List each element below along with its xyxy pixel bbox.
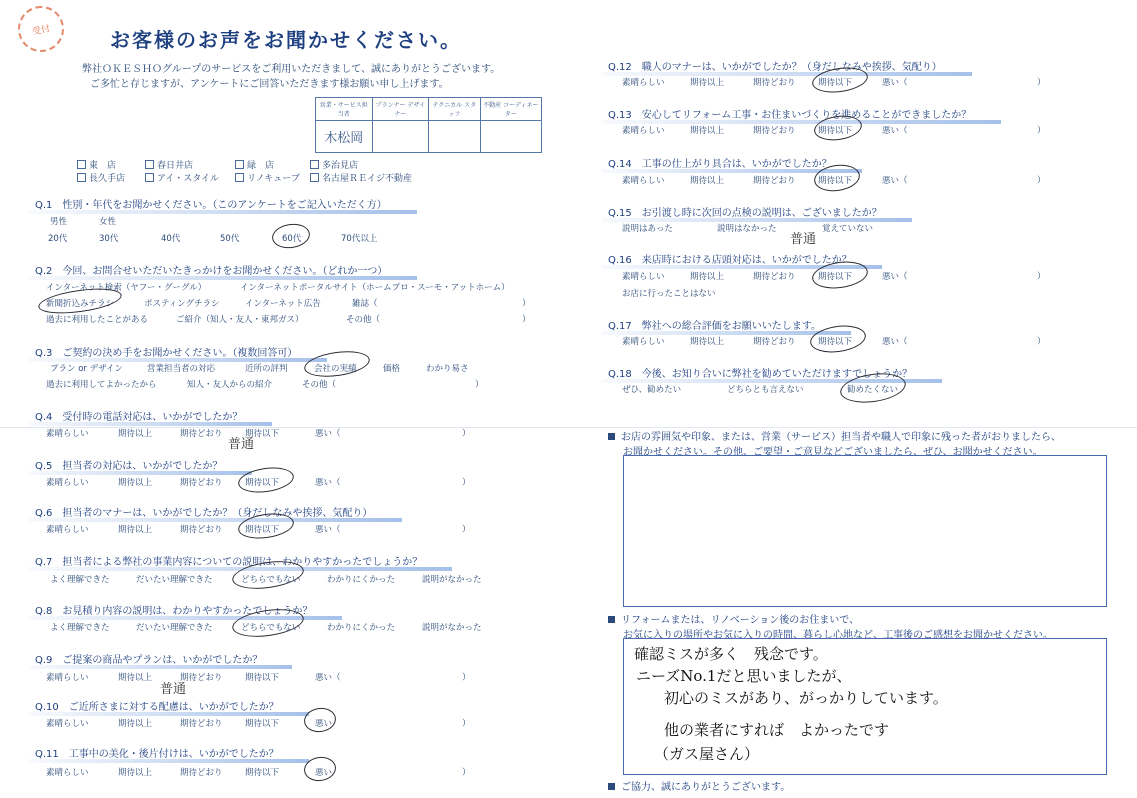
footer-thanks: ご協力、誠にありがとうございます。 (608, 778, 790, 793)
q18-opt-neutral[interactable]: どちらとも言えない (727, 385, 804, 395)
q11-opt-excellent[interactable]: 素晴らしい (46, 768, 89, 778)
q8-opt-unclear[interactable]: わかりにくかった (327, 623, 396, 633)
q5-paren-close: ） (462, 478, 471, 488)
q4-opt-bad[interactable]: 悪い（ (315, 429, 341, 439)
handwritten-note-futsuu: 普通 (160, 682, 187, 697)
store-kasugai[interactable]: 春日井店 (145, 158, 193, 171)
reform-prompt-line-2: お気に入りの場所やお気に入りの時間、暮らし心地など、工事後のご感想をお聞かせください。 (623, 630, 1053, 641)
q17-paren-close: ） (1037, 337, 1046, 347)
handwritten-comment-line: （ガス屋さん） (654, 745, 760, 763)
intro-line-2: ご多忙と存じますが、アンケートにご回答いただきます様お願い申し上げます。 (90, 79, 449, 90)
q3-label: Q.3 ご契約の決め手をお聞かせください。（複数回答可） (35, 344, 297, 359)
impression-comment-box[interactable] (623, 455, 1107, 607)
q11-label: Q.11 工事中の美化・後片付けは、いかがでしたか？ (35, 745, 279, 760)
q9-opt-excellent[interactable]: 素晴らしい (46, 673, 89, 683)
q5-opt-as-expected[interactable]: 期待どおり (180, 478, 223, 488)
q17-label: Q.17 弊社への総合評価をお願いいたします。 (608, 317, 821, 332)
q11-opt-bad[interactable]: 悪い (315, 768, 333, 778)
q11-opt-as-expected[interactable]: 期待どおり (180, 768, 223, 778)
q9-opt-below[interactable]: 期待以下 (245, 673, 280, 683)
q5-opt-below[interactable]: 期待以下 (245, 478, 280, 488)
store-higashi[interactable]: 東 店 (77, 158, 116, 171)
survey-title: お客様のお声をお聞かせください。 (110, 28, 462, 52)
q2-opt-referral[interactable]: ご紹介（知人・友人・東邦ガス） (176, 315, 304, 325)
q13-opt-below[interactable]: 期待以下 (818, 126, 853, 136)
store-nagoya-re[interactable]: 名古屋ＲＥイジ不動産 (310, 171, 412, 184)
q18-opt-yes[interactable]: ぜひ、勧めたい (622, 385, 682, 395)
q17-opt-excellent[interactable]: 素晴らしい (622, 337, 665, 347)
store-i-style[interactable]: アイ・スタイル (145, 171, 219, 184)
q7-opt-well[interactable]: よく理解できた (50, 575, 110, 585)
staff-value-sales: 木松岡 (316, 121, 373, 153)
staff-value-planner (372, 121, 428, 153)
q1-opt-male[interactable]: 男性 (50, 217, 68, 227)
q1-opt-40s[interactable]: 40代 (161, 234, 181, 244)
q1-opt-50s[interactable]: 50代 (220, 234, 240, 244)
checkbox[interactable] (310, 173, 319, 182)
checkbox[interactable] (145, 160, 154, 169)
store-tajimi[interactable]: 多治見店 (310, 158, 358, 171)
q3-paren-close: ） (475, 380, 484, 390)
square-bullet-icon (608, 783, 615, 790)
checkbox[interactable] (145, 173, 154, 182)
q8-opt-none[interactable]: 説明がなかった (422, 623, 482, 633)
square-bullet-icon (608, 433, 615, 440)
q13-opt-excellent[interactable]: 素晴らしい (622, 126, 665, 136)
q8-label: Q.8 お見積り内容の説明は、わかりやすかったでしょうか？ (35, 602, 312, 617)
q15-opt-not-explained[interactable]: 説明はなかった (717, 224, 777, 234)
q12-opt-below[interactable]: 期待以下 (818, 78, 853, 88)
q15-opt-explained[interactable]: 説明はあった (622, 224, 673, 234)
q11-paren-close: ） (462, 768, 471, 778)
checkbox[interactable] (310, 160, 319, 169)
answer-circle (302, 755, 337, 783)
q13-opt-as-expected[interactable]: 期待どおり (753, 126, 796, 136)
checkbox[interactable] (77, 160, 86, 169)
q4-opt-as-expected[interactable]: 期待どおり (180, 429, 223, 439)
q10-opt-as-expected[interactable]: 期待どおり (180, 719, 223, 729)
answer-circle (271, 221, 312, 250)
q15-opt-dont-remember[interactable]: 覚えていない (822, 224, 874, 234)
q2-paren-close: ） (522, 299, 531, 309)
q10-opt-above[interactable]: 期待以上 (118, 719, 153, 729)
q12-label: Q.12 職人のマナーは、いかがでしたか？（身だしなみや挨拶、気配り） (608, 58, 942, 73)
q8-opt-mostly[interactable]: だいたい理解できた (136, 623, 213, 633)
q5-opt-bad[interactable]: 悪い（ (315, 478, 341, 488)
answer-circle (303, 348, 372, 381)
q3-opt-clarity[interactable]: わかり易さ (426, 364, 469, 374)
q14-opt-below[interactable]: 期待以下 (818, 176, 853, 186)
q9-opt-bad[interactable]: 悪い（ (315, 673, 341, 683)
q2-opt-magazine[interactable]: 雑誌（ (352, 299, 378, 309)
q2-opt-past-use[interactable]: 過去に利用したことがある (46, 315, 149, 325)
q6-opt-as-expected[interactable]: 期待どおり (180, 525, 223, 535)
q12-opt-above[interactable]: 期待以上 (690, 78, 725, 88)
q18-opt-no[interactable]: 勧めたくない (847, 385, 899, 395)
q10-opt-bad[interactable]: 悪い (315, 719, 333, 729)
q13-label: Q.13 安心してリフォーム工事・お住まいづくりを進めることができましたか？ (608, 106, 971, 121)
q3-opt-plan[interactable]: プラン or デザイン (50, 364, 124, 374)
q1-opt-30s[interactable]: 30代 (99, 234, 119, 244)
q10-paren-close: ） (462, 719, 471, 729)
checkbox[interactable] (235, 173, 244, 182)
q7-opt-neutral[interactable]: どちらでもない (241, 575, 301, 585)
q15-label: Q.15 お引渡し時に次回の点検の説明は、ございましたか？ (608, 204, 882, 219)
q10-label: Q.10 ご近所さまに対する配慮は、いかがでしたか？ (35, 698, 279, 713)
store-nagakute[interactable]: 長久手店 (77, 171, 125, 184)
staff-header-realestate: 不動産 コーディネーター (480, 98, 541, 121)
q2-opt-other[interactable]: その他（ (346, 315, 381, 325)
q12-opt-bad[interactable]: 悪い（ (882, 78, 908, 88)
q6-opt-below[interactable]: 期待以下 (245, 525, 280, 535)
q3-opt-other[interactable]: その他（ (302, 380, 337, 390)
q7-opt-none[interactable]: 説明がなかった (422, 575, 482, 585)
q1-label: Q.1 性別・年代をお聞かせください。（このアンケートをご記入いただく方） (35, 196, 387, 211)
q13-opt-above[interactable]: 期待以上 (690, 126, 725, 136)
q7-label: Q.7 担当者による弊社の事業内容についての説明は、わかりやすかったでしょうか？ (35, 553, 422, 568)
q1-opt-20s[interactable]: 20代 (48, 234, 68, 244)
q17-opt-below[interactable]: 期待以下 (818, 337, 853, 347)
q16-opt-bad[interactable]: 悪い（ (882, 272, 908, 282)
q12-opt-excellent[interactable]: 素晴らしい (622, 78, 665, 88)
q5-label: Q.5 担当者の対応は、いかがでしたか？ (35, 457, 222, 472)
q10-opt-excellent[interactable]: 素晴らしい (46, 719, 89, 729)
q3-opt-friend-referral[interactable]: 知人・友人からの紹介 (187, 380, 273, 390)
staff-value-realestate (480, 121, 541, 153)
received-stamp: 受付 (14, 2, 69, 57)
q4-opt-excellent[interactable]: 素晴らしい (46, 429, 89, 439)
checkbox[interactable] (77, 173, 86, 182)
store-renocube[interactable]: リノキューブ (235, 171, 300, 184)
q6-label: Q.6 担当者のマナーは、いかがでしたか？（身だしなみや挨拶、気配り） (35, 504, 372, 519)
q3-opt-past-good[interactable]: 過去に利用してよかったから (46, 380, 157, 390)
q17-opt-bad[interactable]: 悪い（ (882, 337, 908, 347)
q14-opt-excellent[interactable]: 素晴らしい (622, 176, 665, 186)
q6-paren-close: ） (462, 525, 471, 535)
q10-opt-below[interactable]: 期待以下 (245, 719, 280, 729)
q5-opt-above[interactable]: 期待以上 (118, 478, 153, 488)
handwritten-note-futsuu: 普通 (228, 437, 255, 452)
q7-opt-mostly[interactable]: だいたい理解できた (136, 575, 213, 585)
q17-opt-above[interactable]: 期待以上 (690, 337, 725, 347)
q11-opt-above[interactable]: 期待以上 (118, 768, 153, 778)
reform-prompt-line-1: リフォームまたは、リノベーション後のお住まいで、 (608, 611, 859, 626)
q6-opt-above[interactable]: 期待以上 (118, 525, 153, 535)
q16-opt-never-visited[interactable]: お店に行ったことはない (622, 289, 716, 299)
q9-opt-above[interactable]: 期待以上 (118, 673, 153, 683)
store-midori[interactable]: 緑 店 (235, 158, 274, 171)
q2-paren-close-2: ） (522, 315, 531, 325)
q2-opt-posting[interactable]: ポスティングチラシ (144, 299, 220, 309)
q14-opt-above[interactable]: 期待以上 (690, 176, 725, 186)
q6-opt-excellent[interactable]: 素晴らしい (46, 525, 89, 535)
q8-opt-neutral[interactable]: どちらでもない (241, 623, 301, 633)
answer-circle (237, 464, 296, 496)
q16-opt-below[interactable]: 期待以下 (818, 272, 853, 282)
staff-table (315, 97, 542, 153)
q16-opt-as-expected[interactable]: 期待どおり (753, 272, 796, 282)
q3-opt-reputation[interactable]: 近所の評判 (245, 364, 288, 374)
q11-opt-below[interactable]: 期待以下 (245, 768, 280, 778)
q2-label: Q.2 今回、お問合せいただいたきっかけをお聞かせください。（どれか一つ） (35, 262, 387, 277)
q2-opt-search[interactable]: インターネット検索（ヤフー・グーグル） (46, 283, 207, 293)
q3-opt-track-record[interactable]: 会社の実績 (314, 364, 357, 374)
q1-opt-70s-plus[interactable]: 70代以上 (341, 234, 378, 244)
handwritten-comment-line: 初心のミスがあり、がっかりしています。 (664, 689, 948, 707)
answer-circle (302, 706, 337, 734)
q16-paren-close: ） (1037, 272, 1046, 282)
staff-header-sales: 営業・サービス担当者 (316, 98, 373, 121)
q12-opt-as-expected[interactable]: 期待どおり (753, 78, 796, 88)
checkbox[interactable] (235, 160, 244, 169)
impression-prompt-line-2: お聞かせください。その他、ご要望・ご意見などございましたら、ぜひ、お聞かせください。 (623, 447, 1043, 458)
staff-value-technical (429, 121, 481, 153)
staff-header-technical: テクニカル スタッフ (429, 98, 481, 121)
q8-opt-well[interactable]: よく理解できた (50, 623, 110, 633)
q14-paren-close: ） (1037, 176, 1046, 186)
q7-opt-unclear[interactable]: わかりにくかった (327, 575, 396, 585)
impression-prompt-line-1: お店の雰囲気や印象、または、営業（サービス）担当者や職人で印象に残った者がおりましたら、 (608, 428, 1061, 443)
q14-opt-as-expected[interactable]: 期待どおり (753, 176, 796, 186)
q13-paren-close: ） (1037, 126, 1046, 136)
q2-opt-newspaper[interactable]: 新聞折込みチラシ (46, 299, 115, 309)
handwritten-comment-line: 他の業者にすれば よかったです (664, 721, 890, 739)
handwritten-comment-line: 確認ミスが多く 残念です。 (634, 645, 828, 663)
q9-paren-close: ） (462, 673, 471, 683)
q16-opt-above[interactable]: 期待以上 (690, 272, 725, 282)
q14-opt-bad[interactable]: 悪い（ (882, 176, 908, 186)
q3-opt-sales-staff[interactable]: 営業担当者の対応 (147, 364, 216, 374)
q17-opt-as-expected[interactable]: 期待どおり (753, 337, 796, 347)
handwritten-note-futsuu: 普通 (790, 232, 817, 247)
reform-comment-box[interactable] (623, 638, 1107, 775)
q3-opt-price[interactable]: 価格 (383, 364, 401, 374)
q5-opt-excellent[interactable]: 素晴らしい (46, 478, 89, 488)
q1-opt-female[interactable]: 女性 (99, 217, 117, 227)
q4-opt-above[interactable]: 期待以上 (118, 429, 153, 439)
q12-paren-close: ） (1037, 78, 1046, 88)
q14-label: Q.14 工事の仕上がり具合は、いかがでしたか？ (608, 155, 832, 170)
q4-opt-below[interactable]: 期待以下 (245, 429, 280, 439)
q2-opt-internet-ad[interactable]: インターネット広告 (245, 299, 321, 309)
square-bullet-icon (608, 616, 615, 623)
q13-opt-bad[interactable]: 悪い（ (882, 126, 908, 136)
q16-label: Q.16 来店時における店頭対応は、いかがでしたか？ (608, 251, 852, 266)
q6-opt-bad[interactable]: 悪い（ (315, 525, 341, 535)
intro-line-1: 弊社ＯＫＥＳＨＯグループのサービスをご利用いただきまして、誠にありがとうございます。 (82, 64, 501, 75)
q2-opt-portal[interactable]: インターネットポータルサイト（ホームプロ・スーモ・アットホーム） (240, 283, 510, 293)
handwritten-comment-line: ニーズNo.1だと思いましたが、 (636, 667, 852, 685)
q16-opt-excellent[interactable]: 素晴らしい (622, 272, 665, 282)
q9-label: Q.9 ご提案の商品やプランは、いかがでしたか？ (35, 651, 262, 666)
q4-label: Q.4 受付時の電話対応は、いかがでしたか？ (35, 408, 242, 423)
q1-opt-60s[interactable]: 60代 (282, 234, 302, 244)
q18-label: Q.18 今後、お知り合いに弊社を勧めていただけますでしょうか？ (608, 365, 912, 380)
staff-header-planner: プランナー デザイナー (372, 98, 428, 121)
q4-paren-close: ） (462, 429, 471, 439)
q9-opt-as-expected[interactable]: 期待どおり (180, 673, 223, 683)
